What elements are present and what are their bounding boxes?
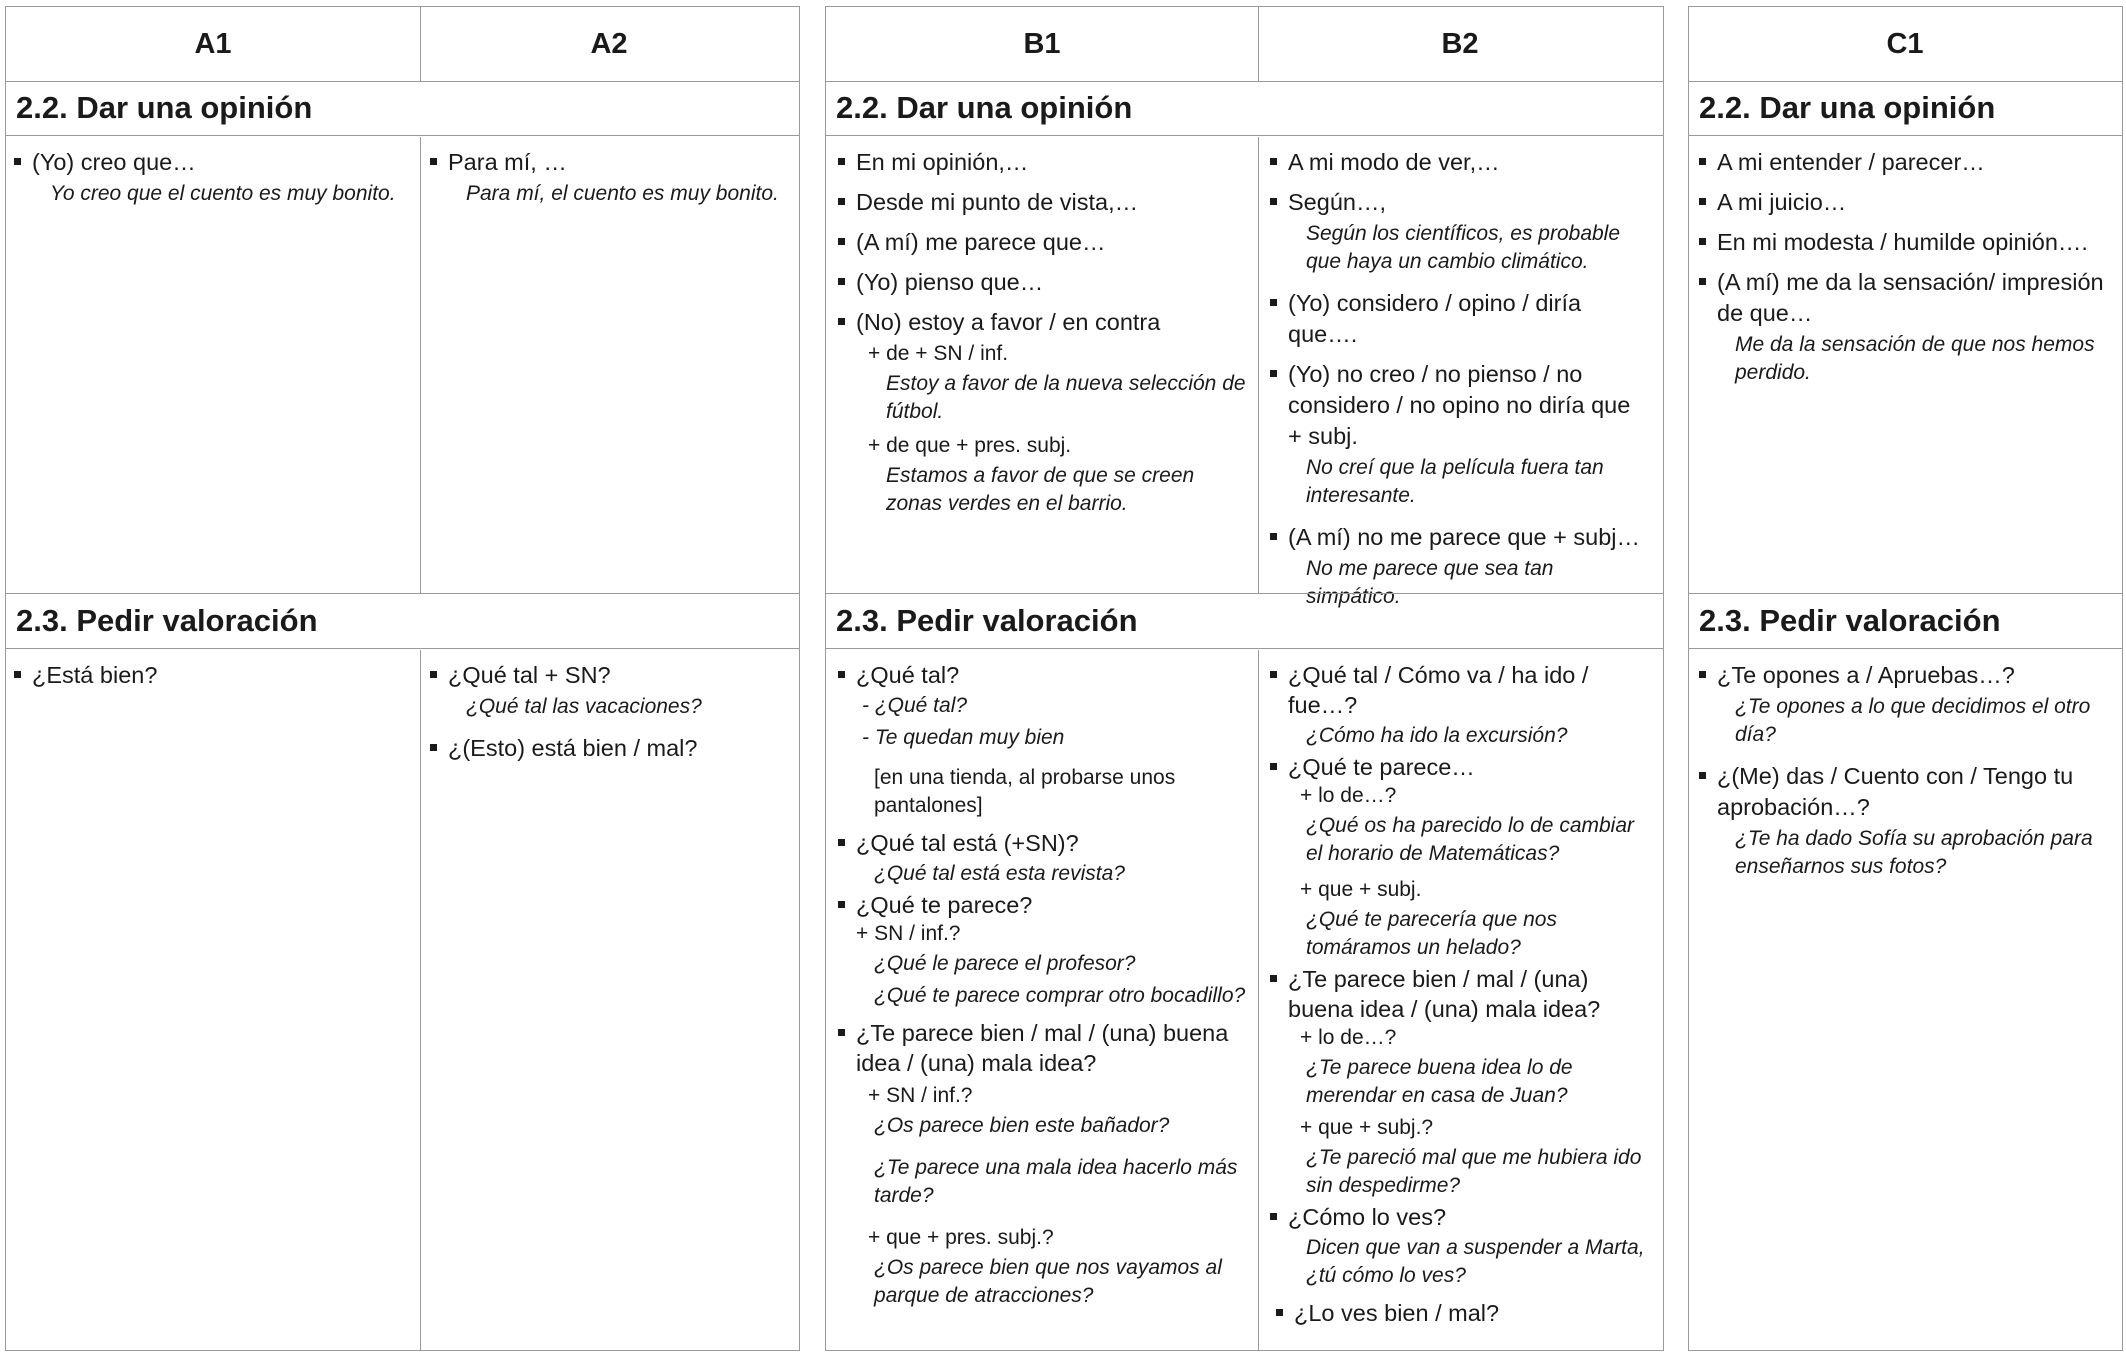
expression-text: ¿(Me) das / Cuento con / Tengo tu aprobación…?: [1717, 763, 2074, 820]
example-text: ¿Te parece una mala idea hacerlo más tarde?: [874, 1156, 1238, 1207]
list-item: [430, 660, 790, 721]
structure-text: + SN / inf.?: [868, 1084, 973, 1107]
example-text: ¿Qué tal está esta revista?: [874, 862, 1125, 885]
expression-text: ¿Te parece bien / mal / (una) buena idea / (una) mala idea?: [856, 1020, 1229, 1076]
column-divider: [420, 137, 421, 593]
example-text: ¿Os parece bien que nos vayamos al parque de atracciones?: [874, 1256, 1222, 1307]
level-header-a2: A2: [590, 27, 628, 60]
example-text: ¿Qué os ha parecido lo de cambiar el horario de Matemáticas?: [1306, 814, 1635, 865]
section-title-opinion: 2.2. Dar una opinión: [826, 81, 1663, 136]
list-item: [838, 890, 1248, 1010]
example-text: ¿Os parece bien este bañador?: [874, 1114, 1170, 1137]
example-text: Para mí, el cuento es muy bonito.: [466, 182, 779, 205]
list-item: ¿Está bien?: [14, 660, 412, 691]
list-item: [1699, 660, 2111, 749]
list-item: [14, 147, 412, 208]
list-item: Desde mi punto de vista,…: [838, 187, 1248, 218]
list-item: [1270, 359, 1650, 510]
expression-text: ¿Qué tal / Cómo va / ha ido / fue…?: [1288, 662, 1589, 718]
expression-text: (A mí) no me parece que + subj…: [1288, 524, 1641, 550]
expression-text: ¿Qué te parece…: [1288, 754, 1475, 780]
structure-text: + lo de…?: [1300, 784, 1397, 807]
list-item: [430, 147, 790, 208]
list-item: ¿Lo ves bien / mal?: [1276, 1298, 1654, 1328]
dialogue-line: - Te quedan muy bien: [862, 726, 1065, 749]
list-item: [838, 307, 1248, 518]
expression-text: (Yo) creo que…: [32, 149, 196, 175]
list-item: En mi modesta / humilde opinión….: [1699, 227, 2111, 258]
list-item: (Yo) pienso que…: [838, 267, 1248, 298]
structure-text: + que + pres. subj.?: [868, 1226, 1054, 1249]
list-item: ¿(Esto) está bien / mal?: [430, 733, 790, 764]
opinion-c1-cell: [1699, 147, 2111, 396]
example-text: Según los científicos, es probable que haya un cambio climático.: [1306, 222, 1621, 273]
section-title-valoracion: 2.3. Pedir valoración: [6, 594, 799, 649]
example-text: ¿Te pareció mal que me hubiera ido sin despedirme?: [1306, 1146, 1642, 1197]
context-note: [en una tienda, al probarse unos pantalones]: [874, 766, 1176, 817]
valoracion-b1-cell: [838, 660, 1248, 1319]
panel-b1-b2: [825, 6, 1664, 1351]
expression-text: (A mí) me da la sensación/ impresión de que…: [1717, 269, 2104, 326]
example-text: Yo creo que el cuento es muy bonito.: [50, 182, 396, 205]
example-text: ¿Qué tal las vacaciones?: [466, 695, 702, 718]
list-item: [1270, 187, 1650, 276]
structure-text: + que + subj.?: [1300, 1116, 1434, 1139]
expression-text: (Yo) no creo / no pienso / no considero / no opino no diría que + subj.: [1288, 361, 1631, 449]
column-divider: [1258, 650, 1259, 1350]
example-text: Me da la sensación de que nos hemos perdido.: [1735, 333, 2095, 384]
list-item: [1270, 660, 1654, 750]
example-text: ¿Te parece buena idea lo de merendar en casa de Juan?: [1306, 1056, 1573, 1107]
list-item: A mi modo de ver,…: [1270, 147, 1650, 178]
section-title-opinion: 2.2. Dar una opinión: [1689, 81, 2122, 136]
example-text: No me parece que sea tan simpático.: [1306, 557, 1554, 608]
expression-text: ¿Cómo lo ves?: [1288, 1204, 1447, 1230]
example-text: ¿Qué te parecería que nos tomáramos un helado?: [1306, 908, 1557, 959]
list-item: [838, 1018, 1248, 1310]
structure-text: + lo de…?: [1300, 1026, 1397, 1049]
expression-text: ¿Qué tal + SN?: [448, 662, 611, 688]
column-divider: [420, 650, 421, 1350]
level-header-row: [826, 7, 1663, 82]
list-item: [1270, 752, 1654, 962]
list-item: (A mí) me parece que…: [838, 227, 1248, 258]
panel-c1: [1688, 6, 2123, 1351]
section-title-valoracion: 2.3. Pedir valoración: [1689, 594, 2122, 649]
structure-text: + que + subj.: [1300, 878, 1422, 901]
example-text: ¿Te opones a lo que decidimos el otro día?: [1735, 695, 2091, 746]
column-divider: [420, 7, 421, 81]
expression-text: Según…,: [1288, 189, 1386, 215]
opinion-b1-cell: [838, 147, 1248, 527]
level-header-row: [1689, 7, 2122, 82]
expression-text: Para mí, …: [448, 149, 567, 175]
section-title-opinion: 2.2. Dar una opinión: [6, 81, 799, 136]
list-item: [1270, 964, 1654, 1200]
expression-text: ¿Qué tal está (+SN)?: [856, 830, 1079, 856]
level-header-row: [6, 7, 799, 82]
expression-text: ¿Qué te parece?: [856, 892, 1033, 918]
opinion-a2-cell: [430, 147, 790, 217]
list-item: [1699, 267, 2111, 387]
example-text: ¿Te ha dado Sofía su aprobación para enseñarnos sus fotos?: [1735, 827, 2093, 878]
structure-text: + de + SN / inf.: [868, 342, 1009, 365]
list-item: A mi entender / parecer…: [1699, 147, 2111, 178]
structure-text: + de que + pres. subj.: [868, 434, 1072, 457]
example-text: Dicen que van a suspender a Marta, ¿tú cómo lo ves?: [1306, 1236, 1645, 1287]
level-header-b2: B2: [1441, 27, 1479, 60]
list-item: (Yo) considero / opino / diría que….: [1270, 288, 1650, 350]
level-header-a1: A1: [194, 27, 232, 60]
structure-text: + SN / inf.?: [856, 922, 961, 945]
list-item: [1270, 1202, 1654, 1290]
list-item: [838, 660, 1248, 820]
example-text: ¿Qué le parece el profesor?: [874, 952, 1136, 975]
expression-text: ¿Te opones a / Apruebas…?: [1717, 662, 2015, 688]
opinion-b2-cell: [1270, 147, 1650, 620]
column-divider: [1258, 7, 1259, 81]
list-item: En mi opinión,…: [838, 147, 1248, 178]
panel-a1-a2: [5, 6, 800, 1351]
opinion-a1-cell: [14, 147, 412, 217]
example-text: ¿Cómo ha ido la excursión?: [1306, 724, 1568, 747]
column-divider: [1258, 137, 1259, 593]
valoracion-a1-cell: [14, 660, 412, 700]
valoracion-a2-cell: [430, 660, 790, 773]
expression-text: (No) estoy a favor / en contra: [856, 309, 1161, 335]
valoracion-b2-cell: [1270, 660, 1654, 1337]
example-text: Estamos a favor de que se creen zonas verdes en el barrio.: [886, 464, 1195, 515]
list-item: [1699, 761, 2111, 881]
expression-text: ¿Te parece bien / mal / (una) buena idea / (una) mala idea?: [1288, 966, 1601, 1022]
example-text: Estoy a favor de la nueva selección de fútbol.: [886, 372, 1246, 423]
example-text: No creí que la película fuera tan interesante.: [1306, 456, 1604, 507]
section-title-valoracion: 2.3. Pedir valoración: [826, 594, 1663, 649]
example-text: ¿Qué te parece comprar otro bocadillo?: [874, 984, 1246, 1007]
list-item: [838, 828, 1248, 888]
level-header-c1: C1: [1886, 27, 1924, 60]
list-item: A mi juicio…: [1699, 187, 2111, 218]
dialogue-line: - ¿Qué tal?: [862, 694, 968, 717]
valoracion-c1-cell: [1699, 660, 2111, 890]
expression-text: ¿Qué tal?: [856, 662, 960, 688]
level-header-b1: B1: [1023, 27, 1061, 60]
